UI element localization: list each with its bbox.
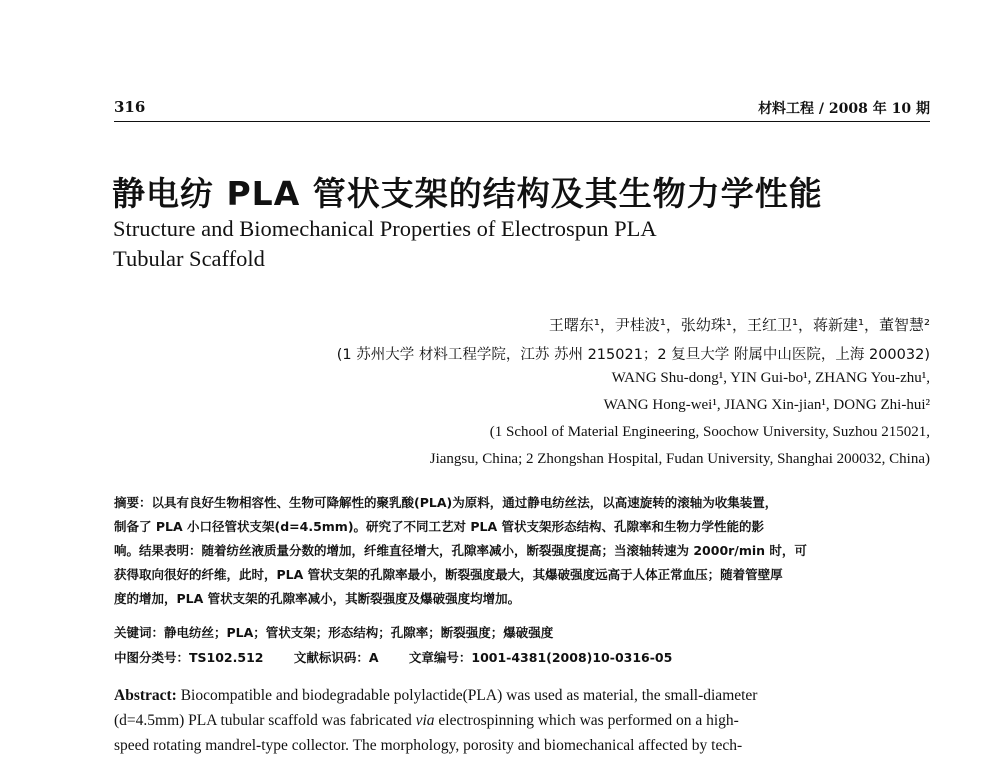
authors-english-line-1: WANG Shu-dong¹, YIN Gui-bo¹, ZHANG You-zhu¹,: [611, 370, 930, 386]
authors-english-line-2: WANG Hong-wei¹, JIANG Xin-jian¹, DONG Zhi-hui²: [603, 397, 930, 413]
abstract-en-text: electrospinning which was performed on a high-: [434, 712, 739, 729]
header-rule: [114, 121, 930, 122]
abstract-en-text: (d=4.5mm) PLA tubular scaffold was fabricated: [114, 712, 416, 729]
title-english-line-2: Tubular Scaffold: [113, 246, 265, 271]
abstract-en-line: [114, 708, 932, 733]
affiliation-english-line-2: Jiangsu, China; 2 Zhongshan Hospital, Fudan University, Shanghai 200032, China): [429, 451, 930, 467]
journal-issue: 材料工程 / 2008 年 10 期: [758, 101, 930, 117]
abstract-cn-line: 获得取向很好的纤维，此时，PLA 管状支架的孔隙率最小，断裂强度最大，其爆破强度远高于人体正常血压；随着管壁厚: [114, 567, 783, 582]
keywords: 关键词：静电纺丝；PLA；管状支架；形态结构；孔隙率；断裂强度；爆破强度: [114, 625, 554, 640]
page-number: 316: [114, 98, 146, 116]
title-chinese: 静电纺 PLA 管状支架的结构及其生物力学性能: [112, 174, 823, 213]
abstract-label: Abstract:: [114, 687, 177, 704]
running-header: [114, 98, 930, 120]
abstract-chinese: [114, 491, 932, 611]
abstract-en-line: speed rotating mandrel-type collector. The morphology, porosity and biomechanical affected by tech-: [114, 737, 743, 754]
authors-chinese: 王曙东¹，尹桂波¹，张幼珠¹，王红卫¹，蒋新建¹，董智慧²: [548, 316, 930, 334]
abstract-cn-line: 制备了 PLA 小口径管状支架(d=4.5mm)。研究了不同工艺对 PLA 管状支架形态结构、孔隙率和生物力学性能的影: [114, 519, 765, 534]
article-number: 文章编号：1001-4381(2008)10-0316-05: [408, 650, 673, 665]
abstract-cn-line: 摘要：以具有良好生物相容性、生物可降解性的聚乳酸(PLA)为原料，通过静电纺丝法，以高速旋转的滚轴为收集装置，: [114, 495, 778, 510]
abstract-cn-line: 响。结果表明：随着纺丝液质量分数的增加，纤维直径增大，孔隙率减小，断裂强度提高；当滚轴转速为 2000r/min 时，可: [114, 543, 807, 558]
classification-line: [114, 648, 932, 666]
abstract-en-line: [114, 683, 932, 708]
abstract-en-italic: via: [415, 712, 435, 729]
abstract-en-text: Biocompatible and biodegradable polylactide(PLA) was used as material, the small-diameter: [180, 687, 758, 704]
clc-number: 中图分类号：TS102.512: [114, 650, 264, 665]
affiliation-english-line-1: (1 School of Material Engineering, Soochow University, Suzhou 215021,: [489, 424, 930, 440]
title-english-line-1: Structure and Biomechanical Properties of Electrospun PLA: [113, 216, 657, 241]
abstract-cn-line: 度的增加，PLA 管状支架的孔隙率减小，其断裂强度及爆破强度均增加。: [114, 591, 521, 606]
affiliation-chinese: (1 苏州大学 材料工程学院，江苏 苏州 215021；2 复旦大学 附属中山医院，上海 200032): [336, 347, 930, 363]
abstract-english: [114, 683, 932, 758]
title-english: [113, 214, 873, 274]
document-code: 文献标识码：A: [293, 650, 379, 665]
